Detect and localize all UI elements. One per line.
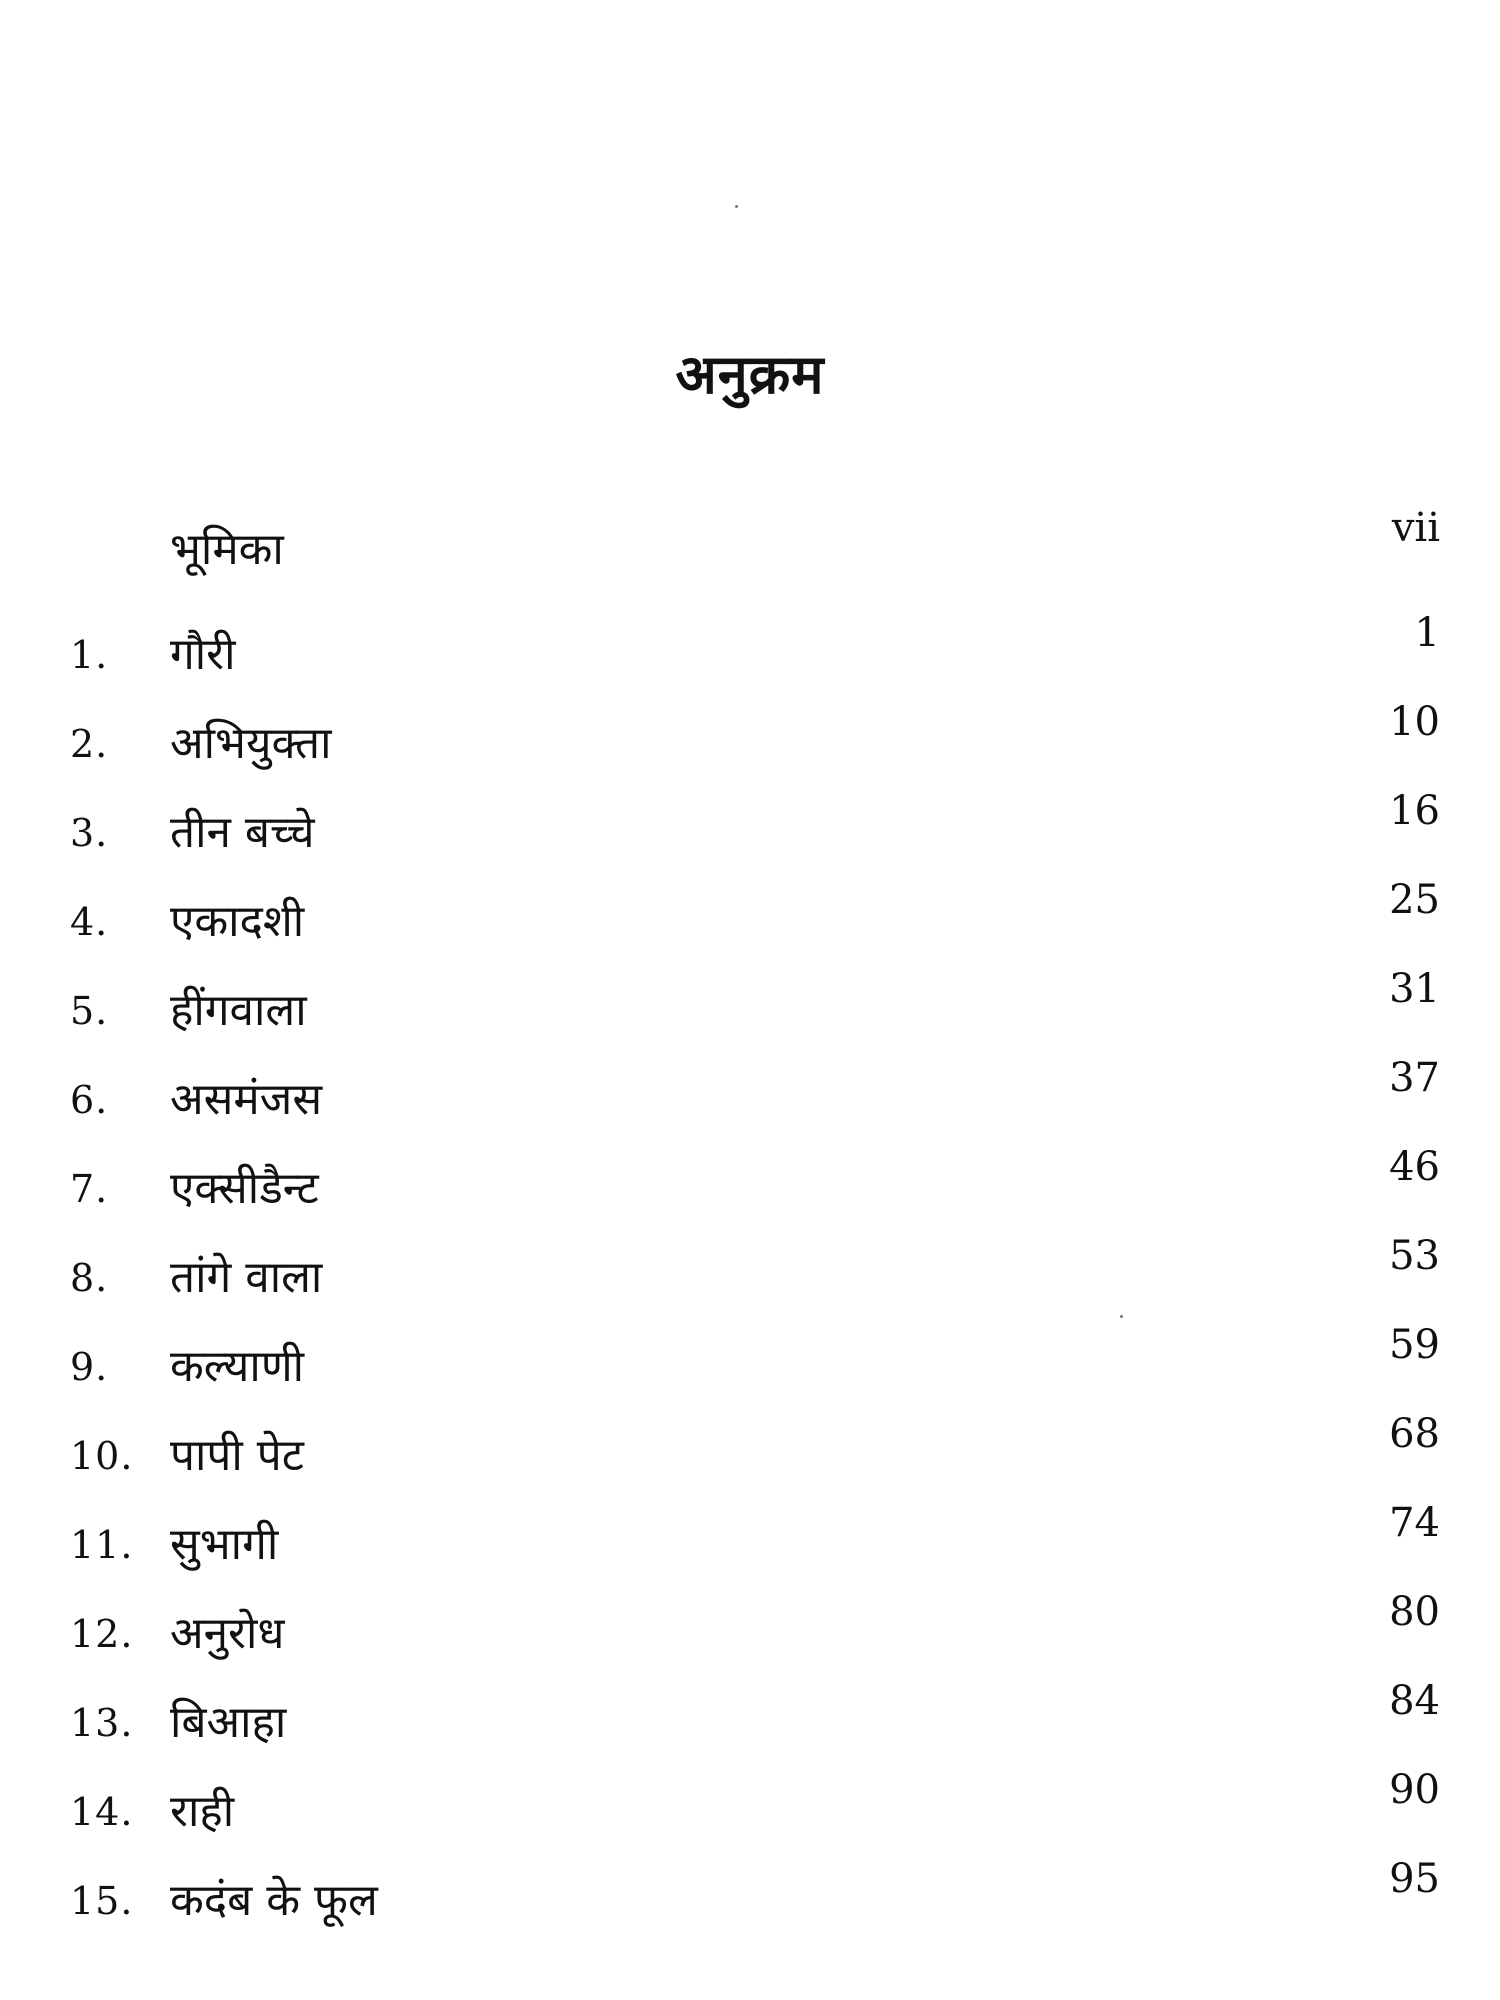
entry-page-number: 31	[1389, 966, 1440, 1012]
entry-page-number: 68	[1389, 1411, 1440, 1457]
toc-entry	[0, 1767, 1500, 1847]
entry-page-number: 1	[1414, 610, 1440, 656]
entry-number: 7.	[70, 1167, 109, 1211]
toc-entry	[0, 877, 1500, 957]
entry-number: 2.	[70, 722, 109, 766]
toc-entry	[0, 610, 1500, 690]
toc-entry	[0, 1411, 1500, 1491]
toc-entry	[0, 788, 1500, 868]
toc-entry	[0, 1856, 1500, 1936]
entry-title: भूमिका	[170, 524, 284, 575]
entry-page-number: 53	[1389, 1233, 1440, 1279]
entry-page-number: 84	[1389, 1678, 1440, 1724]
entry-page-number: 16	[1389, 788, 1440, 834]
entry-page-number: 46	[1389, 1144, 1440, 1190]
toc-entry	[0, 505, 1500, 585]
entry-page-number: 80	[1389, 1589, 1440, 1635]
entry-page-number: 90	[1389, 1767, 1440, 1813]
entry-page-number: vii	[1391, 505, 1440, 551]
entry-number: 11.	[70, 1523, 134, 1567]
entry-title: कल्याणी	[170, 1341, 305, 1392]
entry-number: 13.	[70, 1701, 134, 1745]
toc-entry	[0, 1322, 1500, 1402]
entry-page-number: 74	[1389, 1500, 1440, 1546]
toc-entry	[0, 1500, 1500, 1580]
page-title: अनुक्रम	[675, 342, 825, 406]
entry-title: कदंब के फूल	[170, 1875, 378, 1926]
entry-title: सुभागी	[170, 1519, 279, 1570]
entry-number: 3.	[70, 811, 109, 855]
entry-title: गौरी	[170, 629, 236, 680]
entry-title: हींगवाला	[170, 985, 307, 1036]
entry-title: एकादशी	[170, 896, 305, 947]
entry-number: 1.	[70, 633, 109, 677]
entry-number: 15.	[70, 1879, 134, 1923]
entry-page-number: 59	[1389, 1322, 1440, 1368]
entry-title: तांगे वाला	[170, 1252, 323, 1303]
entry-page-number: 10	[1389, 699, 1440, 745]
entry-page-number: 95	[1389, 1856, 1440, 1902]
entry-number: 12.	[70, 1612, 134, 1656]
entry-number: 10.	[70, 1434, 134, 1478]
toc-entry	[0, 1678, 1500, 1758]
entry-title: अभियुक्ता	[170, 718, 332, 769]
entry-title: अनुरोध	[170, 1608, 285, 1659]
entry-page-number: 37	[1389, 1055, 1440, 1101]
toc-entry	[0, 699, 1500, 779]
entry-number: 5.	[70, 989, 109, 1033]
entry-title: पापी पेट	[170, 1430, 304, 1481]
entry-number: 6.	[70, 1078, 109, 1122]
entry-title: असमंजस	[170, 1074, 323, 1125]
entry-number: 14.	[70, 1790, 134, 1834]
toc-entry	[0, 1144, 1500, 1224]
toc-entry	[0, 966, 1500, 1046]
entry-title: बिआहा	[170, 1697, 287, 1748]
entry-title: राही	[170, 1786, 235, 1837]
entry-title: एक्सीडैन्ट	[170, 1163, 319, 1214]
toc-entry	[0, 1589, 1500, 1669]
entry-number: 9.	[70, 1345, 109, 1389]
entry-title: तीन बच्चे	[170, 807, 315, 858]
entry-number: 8.	[70, 1256, 109, 1300]
toc-entry	[0, 1055, 1500, 1135]
entry-page-number: 25	[1389, 877, 1440, 923]
toc-entry	[0, 1233, 1500, 1313]
entry-number: 4.	[70, 900, 109, 944]
